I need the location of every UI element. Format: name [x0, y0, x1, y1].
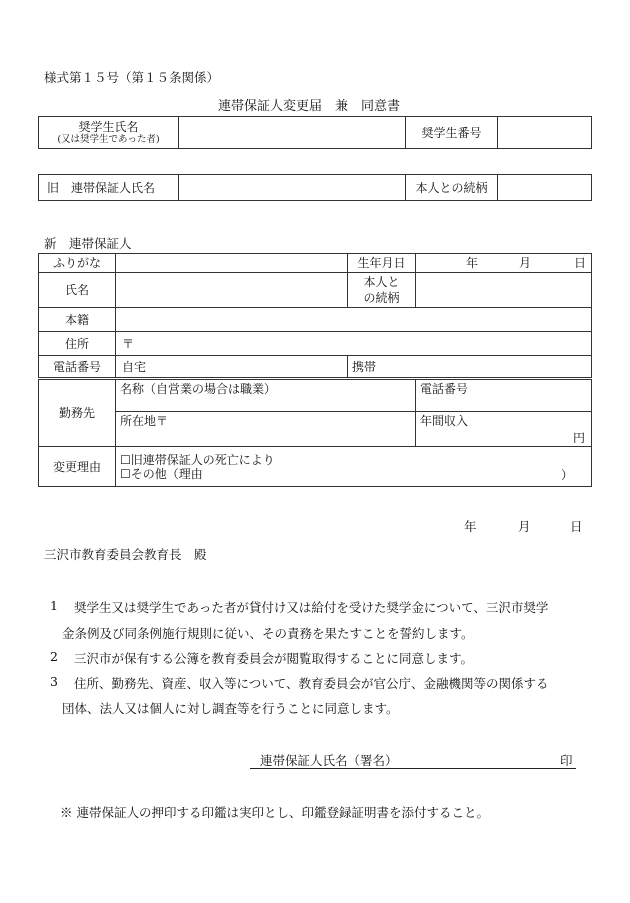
mobile-label: 携帯 — [352, 359, 377, 374]
document-title: 連帯保証人変更届 兼 同意書 — [218, 99, 401, 114]
clause-1-line-2: 金条例及び同条例施行規則に従い、その責務を果たすことを誓約します。 — [62, 626, 474, 641]
signature-line[interactable] — [250, 768, 576, 769]
work-address-field[interactable] — [116, 412, 416, 447]
reason-field[interactable] — [116, 447, 592, 487]
furigana-field[interactable] — [116, 254, 348, 273]
birth-field[interactable] — [416, 254, 592, 273]
student-name-field[interactable] — [179, 117, 406, 149]
addressee: 三沢市教育委員会教育長 殿 — [44, 547, 207, 562]
work-phone-field[interactable] — [416, 380, 592, 412]
signature-label: 連帯保証人氏名（署名） — [260, 753, 398, 768]
seal-note: ※ 連帯保証人の押印する印鑑は実印とし、印鑑登録証明書を添付すること。 — [60, 805, 489, 820]
income-field[interactable] — [416, 412, 592, 447]
work-address-label: 所在地〒 — [120, 414, 169, 428]
birth-day: 日 — [574, 256, 587, 270]
clause-1-line-1: 奨学生又は奨学生であった者が貸付け又は給付を受けた奨学金について、三沢市奨学 — [74, 600, 549, 615]
new-guarantor-table — [38, 253, 592, 378]
new-guarantor-heading: 新 連帯保証人 — [44, 236, 132, 251]
old-relation-field[interactable] — [498, 175, 592, 201]
phone-label: 電話番号 — [39, 356, 116, 378]
yen-unit: 円 — [572, 431, 585, 445]
student-number-label: 奨学生番号 — [406, 117, 498, 149]
old-guarantor-table — [38, 174, 592, 201]
student-number-field[interactable] — [498, 117, 592, 149]
work-table — [38, 379, 592, 487]
date-day: 日 — [570, 519, 583, 534]
furigana-label: ふりがな — [39, 254, 116, 273]
student-name-label: 奨学生氏名 (又は奨学生であった者) — [39, 117, 179, 149]
postal-mark: 〒 — [122, 336, 135, 351]
reason-close-paren: ） — [560, 468, 573, 482]
name-label: 氏名 — [39, 273, 116, 308]
reason-option-death[interactable]: ☐旧連帯保証人の死亡により — [120, 452, 275, 467]
old-relation-label: 本人との続柄 — [406, 175, 498, 201]
name-field[interactable] — [116, 273, 348, 308]
old-guarantor-name-field[interactable] — [179, 175, 406, 201]
work-phone-label: 電話番号 — [420, 382, 469, 396]
honseki-field[interactable] — [116, 308, 592, 332]
income-label: 年間収入 — [420, 414, 469, 428]
clause-1-number: 1 — [50, 598, 58, 613]
clause-2-line-1: 三沢市が保有する公簿を教育委員会が閲覧取得することに同意します。 — [74, 651, 474, 666]
work-label: 勤務先 — [39, 380, 116, 447]
work-name-field[interactable] — [116, 380, 416, 412]
relation-label: 本人との続柄 — [348, 273, 416, 308]
clause-3-line-2: 団体、法人又は個人に対し調査等を行うことに同意します。 — [62, 701, 399, 716]
form-number: 様式第１５号（第１５条関係） — [44, 70, 220, 85]
birth-year: 年 — [466, 256, 479, 270]
birth-month: 月 — [519, 256, 532, 270]
student-table — [38, 116, 592, 149]
old-guarantor-label: 旧 連帯保証人氏名 — [39, 175, 179, 201]
address-field[interactable] — [116, 332, 592, 356]
home-phone-field[interactable] — [116, 356, 348, 378]
birth-label: 生年月日 — [348, 254, 416, 273]
reason-label: 変更理由 — [39, 447, 116, 487]
date-month: 月 — [518, 519, 531, 534]
home-label: 自宅 — [122, 359, 147, 374]
honseki-label: 本籍 — [39, 308, 116, 332]
address-label: 住所 — [39, 332, 116, 356]
clause-2-number: 2 — [50, 649, 58, 664]
clause-3-line-1: 住所、勤務先、資産、収入等について、教育委員会が官公庁、金融機関等の関係する — [74, 676, 549, 691]
work-name-label: 名称（自営業の場合は職業） — [120, 382, 277, 396]
reason-option-other[interactable]: ☐その他（理由 — [120, 466, 203, 481]
seal-mark: 印 — [560, 753, 573, 768]
date-year: 年 — [464, 519, 477, 534]
relation-field[interactable] — [416, 273, 592, 308]
mobile-phone-field[interactable] — [348, 356, 592, 378]
clause-3-number: 3 — [50, 674, 58, 689]
